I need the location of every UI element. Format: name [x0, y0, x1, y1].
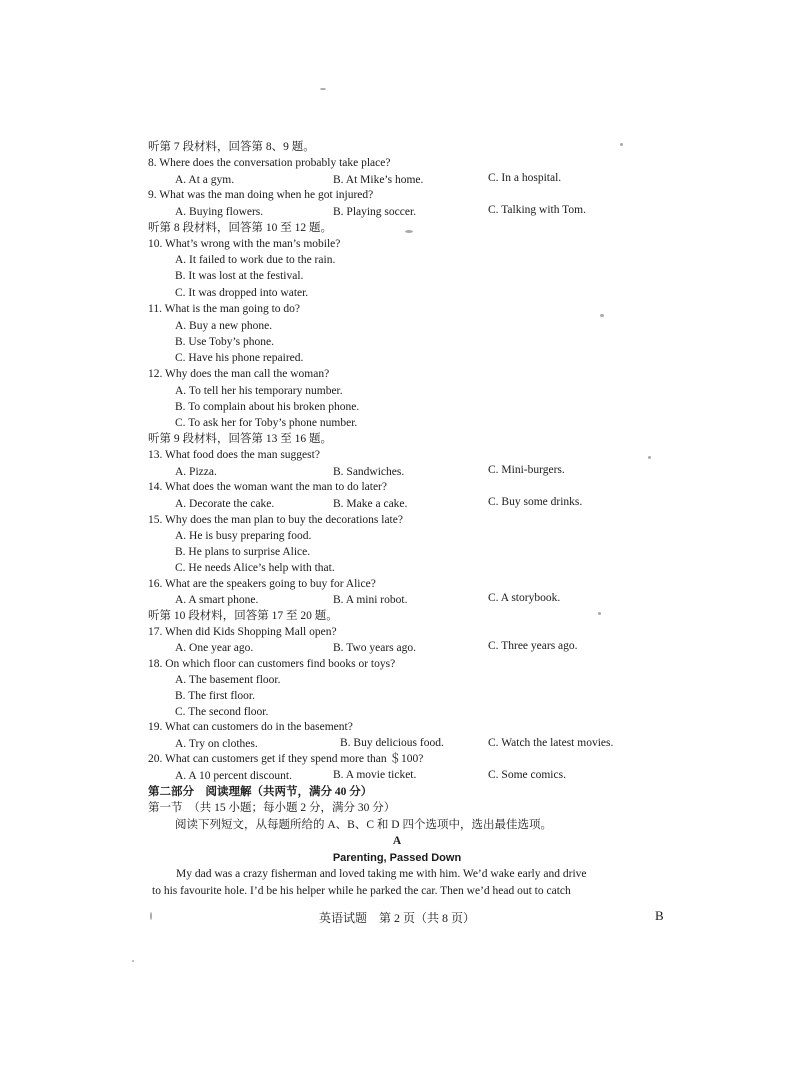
scan-speck [405, 230, 413, 233]
q14-option-c: C. Buy some drinks. [488, 496, 583, 508]
q8-option-a: A. At a gym. [175, 174, 235, 186]
q13-option-b: B. Sandwiches. [333, 466, 405, 478]
q13-option-c: C. Mini-burgers. [488, 464, 565, 476]
section-8-heading: 听第 8 段材料，回答第 10 至 12 题。 [148, 222, 332, 234]
q10-option-a: A. It failed to work due to the rain. [175, 254, 336, 266]
scan-speck [600, 314, 604, 317]
q12-option-c: C. To ask her for Toby’s phone number. [175, 417, 358, 429]
q19-option-a: A. Try on clothes. [175, 738, 258, 750]
q11-option-a: A. Buy a new phone. [175, 320, 273, 332]
question-17: 17. When did Kids Shopping Mall open? [148, 626, 337, 638]
scan-speck [648, 456, 651, 459]
q16-option-a: A. A smart phone. [175, 594, 259, 606]
q20-option-a: A. A 10 percent discount. [175, 770, 292, 782]
q9-option-c: C. Talking with Tom. [488, 204, 586, 216]
q20-option-c: C. Some comics. [488, 769, 566, 781]
q11-option-b: B. Use Toby’s phone. [175, 336, 274, 348]
q14-option-a: A. Decorate the cake. [175, 498, 275, 510]
question-20: 20. What can customers get if they spend more than ＄100? [148, 753, 424, 765]
question-18: 18. On which floor can customers find books or toys? [148, 658, 396, 670]
q19-option-c: C. Watch the latest movies. [488, 737, 614, 749]
q17-option-c: C. Three years ago. [488, 640, 578, 652]
question-13: 13. What food does the man suggest? [148, 449, 320, 461]
question-8: 8. Where does the conversation probably take place? [148, 157, 391, 169]
section-10-heading: 听第 10 段材料，回答第 17 至 20 题。 [148, 610, 338, 622]
question-19: 19. What can customers do in the basement? [148, 721, 353, 733]
scan-speck [320, 88, 326, 90]
q9-option-b: B. Playing soccer. [333, 206, 417, 218]
q10-option-b: B. It was lost at the festival. [175, 270, 304, 282]
q17-option-b: B. Two years ago. [333, 642, 416, 654]
q19-option-b: B. Buy delicious food. [340, 737, 444, 749]
question-9: 9. What was the man doing when he got injured? [148, 189, 374, 201]
question-10: 10. What’s wrong with the man’s mobile? [148, 238, 341, 250]
question-11: 11. What is the man going to do? [148, 303, 301, 315]
reading-instruction: 阅读下列短文，从每题所给的 A、B、C 和 D 四个选项中，选出最佳选项。 [175, 819, 552, 831]
question-12: 12. Why does the man call the woman? [148, 368, 330, 380]
q10-option-c: C. It was dropped into water. [175, 287, 309, 299]
section-one-heading: 第一节 （共 15 小题；每小题 2 分，满分 30 分） [148, 802, 396, 814]
q12-option-a: A. To tell her his temporary number. [175, 385, 343, 397]
question-15: 15. Why does the man plan to buy the decorations late? [148, 514, 403, 526]
q15-option-a: A. He is busy preparing food. [175, 530, 312, 542]
section-9-heading: 听第 9 段材料，回答第 13 至 16 题。 [148, 433, 332, 445]
q12-option-b: B. To complain about his broken phone. [175, 401, 360, 413]
q13-option-a: A. Pizza. [175, 466, 217, 478]
q8-option-c: C. In a hospital. [488, 172, 562, 184]
q18-option-a: A. The basement floor. [175, 674, 281, 686]
q18-option-b: B. The first floor. [175, 690, 255, 702]
q16-option-c: C. A storybook. [488, 592, 561, 604]
question-16: 16. What are the speakers going to buy for Alice? [148, 578, 376, 590]
q18-option-c: C. The second floor. [175, 706, 269, 718]
q17-option-a: A. One year ago. [175, 642, 254, 654]
passage-letter: A [392, 835, 402, 847]
q8-option-b: B. At Mike’s home. [333, 174, 424, 186]
part-two-heading: 第二部分 阅读理解（共两节，满分 40 分） [148, 786, 373, 798]
question-14: 14. What does the woman want the man to do later? [148, 481, 387, 493]
q14-option-b: B. Make a cake. [333, 498, 408, 510]
q15-option-b: B. He plans to surprise Alice. [175, 546, 311, 558]
section-7-heading: 听第 7 段材料，回答第 8、9 题。 [148, 141, 315, 153]
q15-option-c: C. He needs Alice’s help with that. [175, 562, 335, 574]
scan-speck [620, 143, 623, 146]
version-label: B [655, 908, 664, 923]
q20-option-b: B. A movie ticket. [333, 769, 417, 781]
q16-option-b: B. A mini robot. [333, 594, 408, 606]
scan-speck [132, 960, 134, 962]
scan-speck [598, 612, 601, 615]
passage-line-1: My dad was a crazy fisherman and loved taking me with him. We’d wake early and drive [176, 868, 587, 880]
scan-speck [150, 912, 152, 920]
passage-line-2: to his favourite hole. I’d be his helper while he parked the car. Then we’d head out to catch [152, 885, 571, 897]
q9-option-a: A. Buying flowers. [175, 206, 264, 218]
q11-option-c: C. Have his phone repaired. [175, 352, 304, 364]
page-footer: 英语试题 第 2 页（共 8 页） [318, 911, 475, 925]
passage-title: Parenting, Passed Down [332, 852, 462, 864]
